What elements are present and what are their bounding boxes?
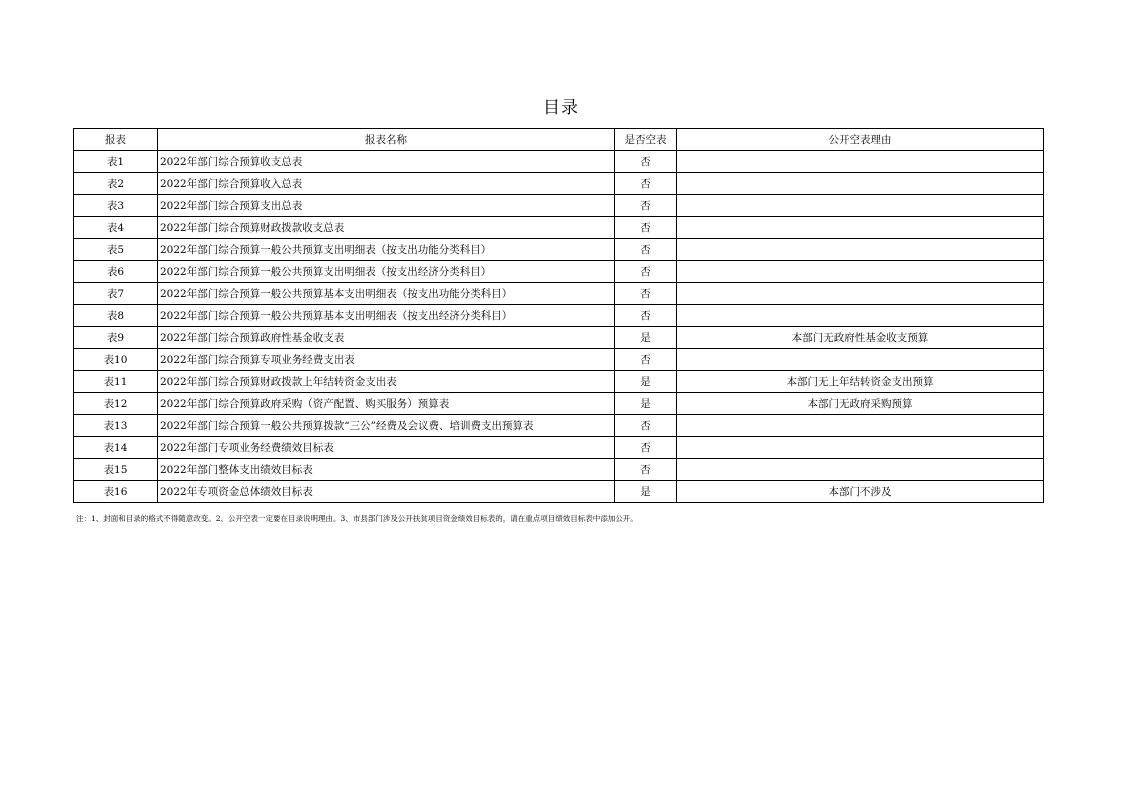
is-empty-cell: 否: [615, 437, 677, 459]
table-row: [74, 151, 1044, 173]
report-name-cell: 2022年部门综合预算财政拨款收支总表: [158, 217, 615, 239]
report-number-cell: 表9: [74, 327, 158, 349]
header-empty-reason: 公开空表理由: [677, 129, 1044, 151]
is-empty-cell: 否: [615, 195, 677, 217]
report-number-cell: 表16: [74, 481, 158, 503]
report-name-cell: 2022年部门综合预算支出总表: [158, 195, 615, 217]
empty-reason-cell: 本部门无上年结转资金支出预算: [677, 371, 1044, 393]
report-name-cell: 2022年部门综合预算财政拨款上年结转资金支出表: [158, 371, 615, 393]
report-number-cell: 表2: [74, 173, 158, 195]
is-empty-cell: 否: [615, 173, 677, 195]
is-empty-cell: 否: [615, 283, 677, 305]
report-name-cell: 2022年部门综合预算一般公共预算基本支出明细表（按支出功能分类科目）: [158, 283, 615, 305]
is-empty-cell: 是: [615, 393, 677, 415]
report-name-cell: 2022年部门综合预算一般公共预算支出明细表（按支出经济分类科目）: [158, 261, 615, 283]
table-row: [74, 195, 1044, 217]
table-header-row: [74, 129, 1044, 151]
table-row: [74, 481, 1044, 503]
table-row: [74, 327, 1044, 349]
report-name-cell: 2022年专项资金总体绩效目标表: [158, 481, 615, 503]
table-row: [74, 371, 1044, 393]
empty-reason-cell: [677, 283, 1044, 305]
empty-reason-cell: 本部门无政府性基金收支预算: [677, 327, 1044, 349]
header-report-no: 报表: [74, 129, 158, 151]
report-name-cell: 2022年部门综合预算收支总表: [158, 151, 615, 173]
empty-reason-cell: [677, 305, 1044, 327]
table-row: [74, 459, 1044, 481]
page-title: 目录: [543, 98, 579, 118]
is-empty-cell: 是: [615, 481, 677, 503]
empty-reason-cell: [677, 217, 1044, 239]
header-report-name: 报表名称: [158, 129, 615, 151]
table-row: [74, 217, 1044, 239]
footnote: 注：1、封面和目录的格式不得随意改变。2、公开空表一定要在目录说明理由。3、市县部门涉及公开扶贫项目资金绩效目标表的，请在重点项目绩效目标表中添加公开。: [76, 514, 638, 523]
is-empty-cell: 是: [615, 371, 677, 393]
empty-reason-cell: 本部门不涉及: [677, 481, 1044, 503]
empty-reason-cell: [677, 459, 1044, 481]
report-name-cell: 2022年部门综合预算收入总表: [158, 173, 615, 195]
report-number-cell: 表5: [74, 239, 158, 261]
report-number-cell: 表12: [74, 393, 158, 415]
table-row: [74, 261, 1044, 283]
is-empty-cell: 否: [615, 261, 677, 283]
is-empty-cell: 否: [615, 415, 677, 437]
header-is-empty: 是否空表: [615, 129, 677, 151]
report-name-cell: 2022年部门综合预算一般公共预算支出明细表（按支出功能分类科目）: [158, 239, 615, 261]
is-empty-cell: 否: [615, 239, 677, 261]
empty-reason-cell: 本部门无政府采购预算: [677, 393, 1044, 415]
report-number-cell: 表6: [74, 261, 158, 283]
table-row: [74, 415, 1044, 437]
report-number-cell: 表15: [74, 459, 158, 481]
report-name-cell: 2022年部门综合预算一般公共预算基本支出明细表（按支出经济分类科目）: [158, 305, 615, 327]
is-empty-cell: 否: [615, 459, 677, 481]
report-number-cell: 表7: [74, 283, 158, 305]
table-row: [74, 349, 1044, 371]
is-empty-cell: 否: [615, 349, 677, 371]
report-number-cell: 表1: [74, 151, 158, 173]
table-row: [74, 283, 1044, 305]
report-number-cell: 表4: [74, 217, 158, 239]
empty-reason-cell: [677, 349, 1044, 371]
report-name-cell: 2022年部门综合预算政府性基金收支表: [158, 327, 615, 349]
report-name-cell: 2022年部门综合预算政府采购（资产配置、购买服务）预算表: [158, 393, 615, 415]
report-name-cell: 2022年部门综合预算一般公共预算拨款“三公”经费及会议费、培训费支出预算表: [158, 415, 615, 437]
report-number-cell: 表10: [74, 349, 158, 371]
report-name-cell: 2022年部门综合预算专项业务经费支出表: [158, 349, 615, 371]
table-row: [74, 173, 1044, 195]
is-empty-cell: 是: [615, 327, 677, 349]
report-number-cell: 表3: [74, 195, 158, 217]
empty-reason-cell: [677, 173, 1044, 195]
is-empty-cell: 否: [615, 151, 677, 173]
empty-reason-cell: [677, 195, 1044, 217]
report-number-cell: 表13: [74, 415, 158, 437]
empty-reason-cell: [677, 437, 1044, 459]
report-name-cell: 2022年部门专项业务经费绩效目标表: [158, 437, 615, 459]
empty-reason-cell: [677, 415, 1044, 437]
is-empty-cell: 否: [615, 305, 677, 327]
empty-reason-cell: [677, 261, 1044, 283]
report-number-cell: 表11: [74, 371, 158, 393]
table-row: [74, 239, 1044, 261]
empty-reason-cell: [677, 239, 1044, 261]
is-empty-cell: 否: [615, 217, 677, 239]
table-row: [74, 437, 1044, 459]
table-row: [74, 393, 1044, 415]
toc-table: [73, 128, 1044, 503]
report-number-cell: 表14: [74, 437, 158, 459]
report-name-cell: 2022年部门整体支出绩效目标表: [158, 459, 615, 481]
table-row: [74, 305, 1044, 327]
empty-reason-cell: [677, 151, 1044, 173]
report-number-cell: 表8: [74, 305, 158, 327]
